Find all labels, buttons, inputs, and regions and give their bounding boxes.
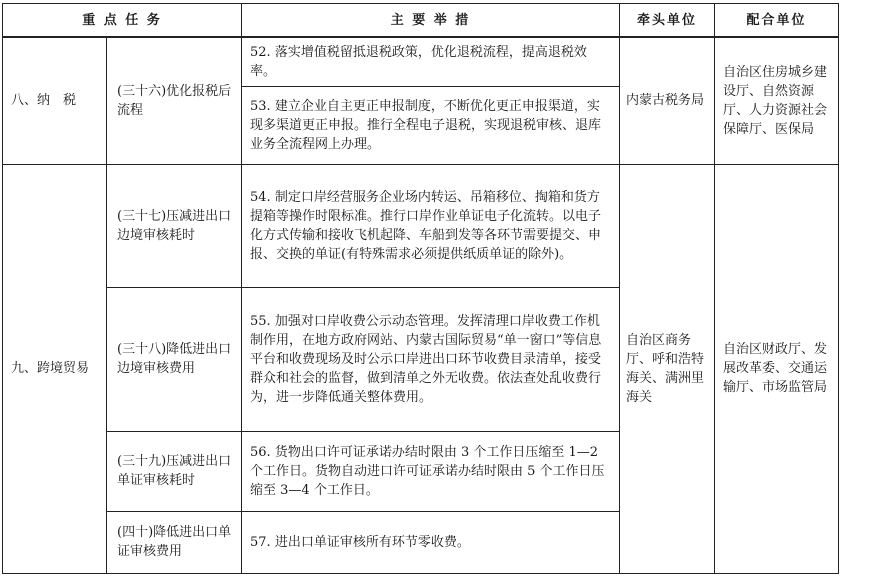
header-cooperating-unit: 配合单位: [715, 4, 839, 38]
measure-54: 54. 制定口岸经营服务企业场内转运、吊箱移位、掏箱和货方提箱等操作时限标准。推行口岸作业单证电子化流转。以电子化方式传输和接收飞机起降、车船到发等各环节需要提交、申报、交换的单证(有特殊需求必须提供纸质单证的除外)。: [242, 164, 620, 287]
measure-55: 55. 加强对口岸收费公示动态管理。发挥清理口岸收费工作机制作用，在地方政府网站、内蒙古国际贸易“单一窗口”等信息平台和收费现场及时公示口岸进出口环节收费目录清单，接受群众和社会的监督，做到清单之外无收费。依法查处乱收费行为，进一步降低通关整体费用。: [242, 287, 620, 431]
subtask-36: (三十六)优化报税后流程: [107, 37, 242, 164]
subtask-38: (三十八)降低进出口边境审核费用: [107, 287, 242, 431]
subtask-37: (三十七)压减进出口边境审核耗时: [107, 164, 242, 287]
table-row: [3, 37, 839, 86]
subtask-39: (三十九)压减进出口单证审核耗时: [107, 431, 242, 511]
measure-53: 53. 建立企业自主更正申报制度，不断优化更正申报渠道，实现多渠道更正申报。推行全程电子退税，实现退税审核、退库业务全流程网上办理。: [242, 86, 620, 164]
task-cell-tax: 八、纳 税: [3, 37, 107, 164]
task-cell-trade: 九、跨境贸易: [3, 164, 107, 573]
header-lead-unit: 牵头单位: [620, 4, 715, 38]
subtask-40: (四十)降低进出口单证审核费用: [107, 511, 242, 573]
header-row: [3, 4, 839, 38]
measure-56: 56. 货物出口许可证承诺办结时限由 3 个工作日压缩至 1—2 个工作日。货物自动进口许可证承诺办结时限由 5 个工作日压缩至 3—4 个工作日。: [242, 431, 620, 511]
table-row: [3, 164, 839, 287]
header-key-task: 重 点 任 务: [3, 4, 242, 38]
measure-57: 57. 进出口单证审核所有环节零收费。: [242, 511, 620, 573]
cooperating-unit-tax: 自治区住房城乡建设厅、自然资源厅、人力资源社会保障厅、医保局: [715, 37, 839, 164]
measure-52: 52. 落实增值税留抵退税政策，优化退税流程，提高退税效率。: [242, 37, 620, 86]
lead-unit-trade: 自治区商务厅、呼和浩特海关、满洲里海关: [620, 164, 715, 573]
measures-table: [2, 3, 839, 574]
cooperating-unit-trade: 自治区财政厅、发展改革委、交通运输厅、市场监管局: [715, 164, 839, 573]
lead-unit-tax: 内蒙古税务局: [620, 37, 715, 164]
header-main-measures: 主 要 举 措: [242, 4, 620, 38]
